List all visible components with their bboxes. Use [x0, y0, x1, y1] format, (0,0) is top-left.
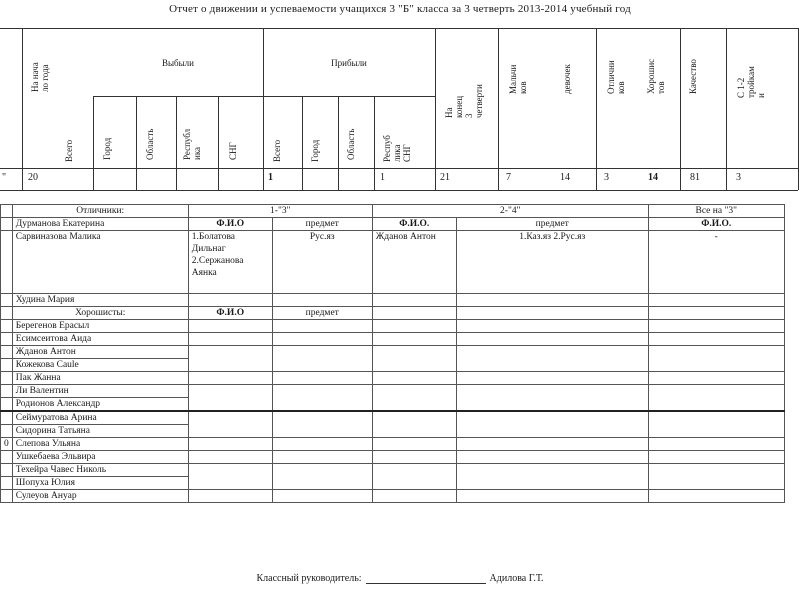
- header-girls: девочек: [562, 64, 572, 94]
- list-item: Жданов Антон: [12, 346, 188, 359]
- excellent-students-heading: Отличники:: [12, 205, 188, 218]
- fio-heading: Ф.И.О: [188, 218, 272, 231]
- students-table: [0, 204, 785, 503]
- header-one-two-three: С 1-2 тройкам и: [736, 66, 766, 98]
- two-four-heading: 2-"4": [372, 205, 648, 218]
- list-item: Сулеуов Ануар: [12, 490, 188, 503]
- list-item: Берегенов Ерасыл: [12, 320, 188, 333]
- one-three-names: 1.Болатова Дильнаг 2.Сержанова Аянка: [188, 231, 272, 294]
- all-three-value: -: [648, 231, 784, 294]
- header-arrived-republic: Респуб лика СНГ: [382, 135, 412, 162]
- signature-line: [0, 573, 800, 584]
- header-left-group: Выбыли: [162, 58, 194, 68]
- list-item: Техейра Чавес Николь: [12, 464, 188, 477]
- value-arrived-total: 1: [268, 172, 273, 183]
- signature-blank: [366, 573, 486, 584]
- list-item: Ушкебаева Эльвира: [12, 451, 188, 464]
- header-start-year: На нача ло года: [30, 62, 50, 92]
- value-start-year: 20: [28, 172, 38, 183]
- value-at-end: 21: [440, 172, 450, 183]
- list-item: Кожекова Саule: [12, 359, 188, 372]
- fio-heading-2: Ф.И.О.: [372, 218, 456, 231]
- one-three-subject: Рус.яз: [272, 231, 372, 294]
- two-four-subject: 1.Каз.яз 2.Рус.яз: [456, 231, 648, 294]
- row-marker: 0: [1, 438, 13, 451]
- header-quality: Качество: [688, 59, 698, 94]
- header-arrived-region: Область: [346, 128, 356, 160]
- list-item: Слепова Ульяна: [12, 438, 188, 451]
- value-boys: 7: [506, 172, 511, 183]
- good-fio-heading: Ф.И.О: [188, 307, 272, 320]
- row-marker: [1, 294, 13, 307]
- header-good: Хорошис тов: [646, 58, 666, 94]
- header-left-total: Всего: [64, 139, 74, 162]
- list-item: Худина Мария: [12, 294, 188, 307]
- value-good: 14: [648, 172, 658, 183]
- fio-heading-3: Ф.И.О.: [648, 218, 784, 231]
- header-left-cis: СНГ: [228, 142, 238, 160]
- list-item: Сеймуратова Арина: [12, 411, 188, 425]
- row-marker: [1, 218, 13, 231]
- header-arrived-city: Город: [310, 139, 320, 162]
- one-three-heading: 1-"3": [188, 205, 372, 218]
- header-left-city: Город: [102, 137, 112, 160]
- header-at-end: На конец 3 четверти: [444, 84, 484, 118]
- value-arrived-republic: 1: [380, 172, 385, 183]
- two-four-name: Жданов Антон: [372, 231, 456, 294]
- value-excellent: 3: [604, 172, 609, 183]
- all-three-heading: Все на "3": [648, 205, 784, 218]
- value-quality: 81: [690, 172, 700, 183]
- header-arrived-total: Всего: [272, 139, 282, 162]
- list-item: Ли Валентин: [12, 385, 188, 398]
- list-item: Шопуха Юлия: [12, 477, 188, 490]
- header-boys: Мальчи ков: [508, 64, 528, 94]
- header-left-republic: Республ ика: [182, 128, 202, 160]
- list-item: Пак Жанна: [12, 372, 188, 385]
- list-item: Есимсеитова Аида: [12, 333, 188, 346]
- subject-heading: предмет: [272, 218, 372, 231]
- list-item: Дурманова Екатерина: [12, 218, 188, 231]
- document-title: Отчет о движении и успеваемости учащихся 3 "Б" класса за 3 четверть 2013-2014 учебный год: [169, 3, 631, 15]
- good-subject-heading: предмет: [272, 307, 372, 320]
- row-marker: [1, 307, 13, 320]
- list-item: Сарвиназова Малика: [12, 231, 188, 294]
- subject-heading-2: предмет: [456, 218, 648, 231]
- signature-name: Адилова Г.Т.: [489, 573, 544, 584]
- header-left-region: Область: [145, 128, 155, 160]
- value-one-two-three: 3: [736, 172, 741, 183]
- good-students-heading: Хорошисты:: [12, 307, 188, 320]
- list-item: Сидорина Татьяна: [12, 425, 188, 438]
- row-marker: ": [2, 172, 7, 183]
- row-marker: [1, 205, 13, 218]
- header-excellent: Отлични ков: [606, 60, 626, 94]
- row-marker: [1, 231, 13, 294]
- value-girls: 14: [560, 172, 570, 183]
- list-item: Родионов Александр: [12, 398, 188, 412]
- signature-label: Классный руководитель:: [256, 573, 362, 584]
- header-arrived-group: Прибыли: [331, 58, 367, 68]
